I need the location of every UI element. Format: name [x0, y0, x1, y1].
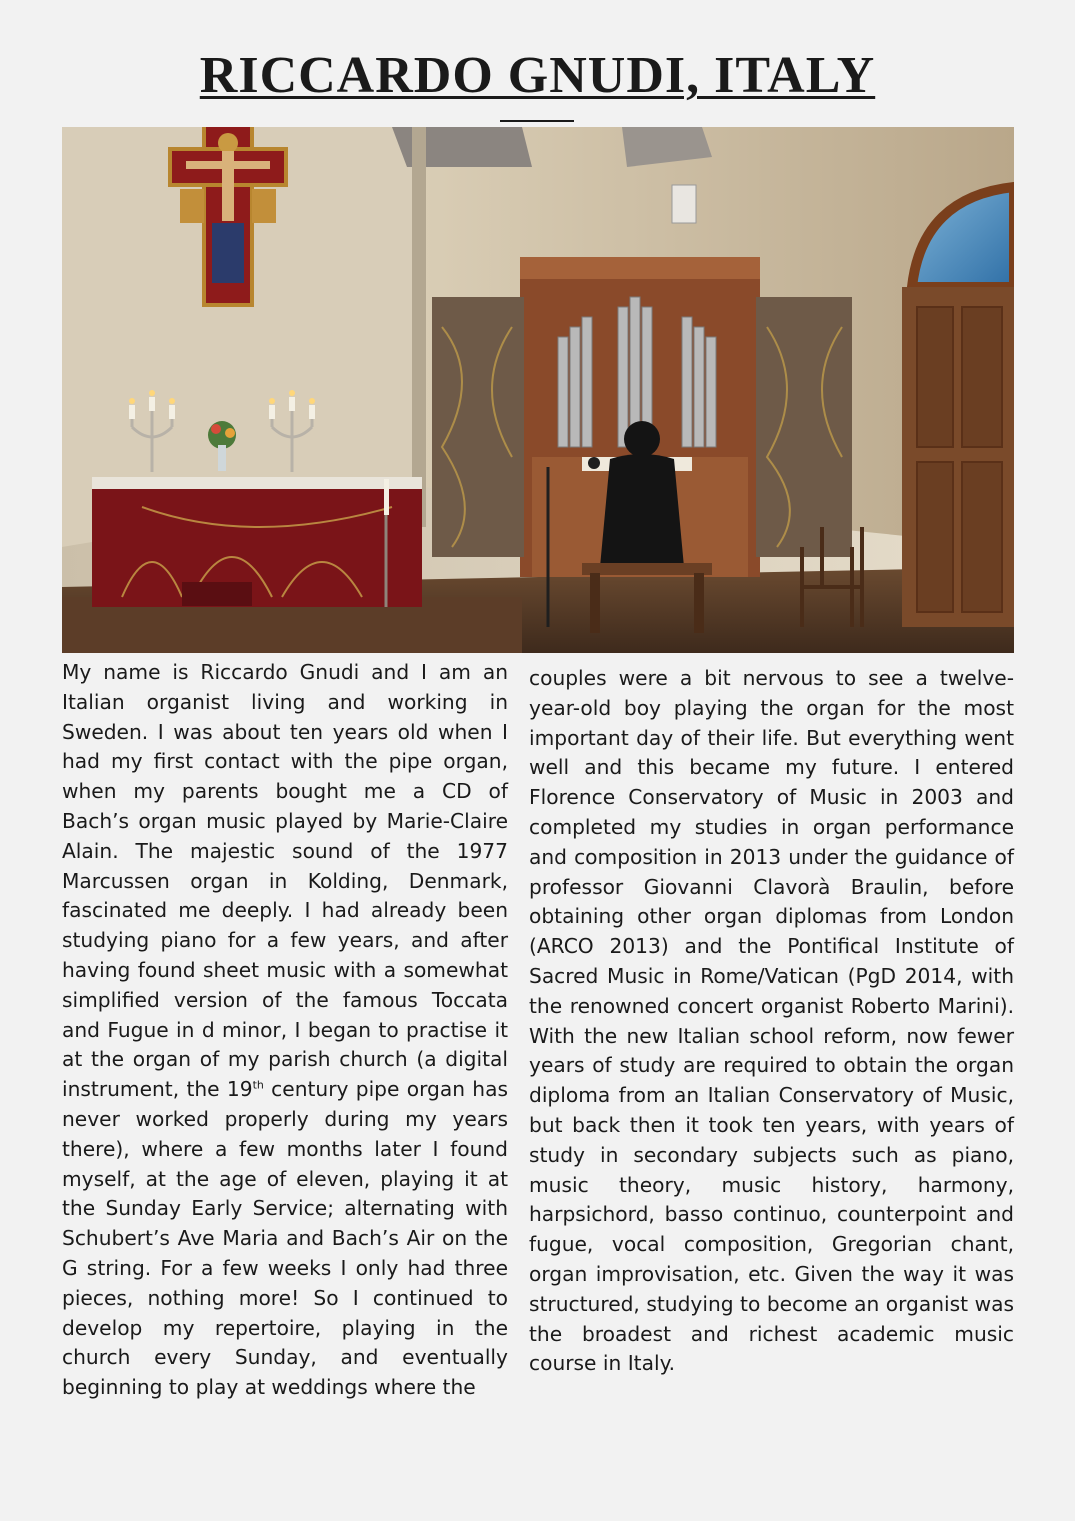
article-text-part1: My name is Riccardo Gnudi and I am an Italian organist living and working in Sweden. I was about ten years old when I had my first contact with the pipe organ, when my parents bought me a CD of Bach’s organ music played by Marie-Claire Alain. The majestic sound of the 1977 Marcussen organ in Kolding, Denmark, fascinated me deeply. I had already been studying piano for a few years, and after having found sheet music with a somewhat simplified version of the famous Toccata and Fugue in d minor, I began to practise it at the organ of my parish church (a digital instrument, the 19	[62, 660, 508, 1102]
article-photo	[62, 127, 1014, 653]
page-title	[0, 44, 1075, 108]
article-text-part2: century pipe organ has never worked properly during my years there), where a few months later I found myself, at the age of eleven, playing it at the Sunday Early Service; alternating with Schubert’s Ave Maria and Bach’s Air on the G string. For a few weeks I only had three pieces, nothing more! So I continued to develop my repertoire, playing in the church every Sunday, and eventually beginning to play at weddings where the	[62, 1077, 508, 1400]
church-organ-photo-icon	[62, 127, 1014, 653]
page-title-text: RICCARDO GNUDI, ITALY	[199, 47, 876, 104]
ordinal-suffix: th	[252, 1078, 264, 1092]
article-column-right: couples were a bit nervous to see a twelve-year-old boy playing the organ for the most important day of their life. But everything went well and this became my future. I entered Florence Conservatory of Music in 2003 and completed my studies in organ performance and composition in 2013 under the guidance of professor Giovanni Clavorà Braulin, before obtaining other organ diplomas from London (ARCO 2013) and the Pontifical Institute of Sacred Music in Rome/Vatican (PgD 2014, with the renowned concert organist Roberto Marini). With the new Italian school reform, now fewer years of study are required to obtain the organ diploma from an Italian Conservatory of Music, but back then it took ten years, with years of study in secondary subjects such as piano, music theory, music history, harmony, harpsichord, basso continuo, counterpoint and fugue, vocal composition, Gregorian chant, organ improvisation, etc. Given the way it was structured, studying to become an organist was the broadest and richest academic music course in Italy.	[529, 666, 1014, 1376]
title-divider	[500, 120, 574, 122]
article-column-left	[62, 658, 508, 1403]
